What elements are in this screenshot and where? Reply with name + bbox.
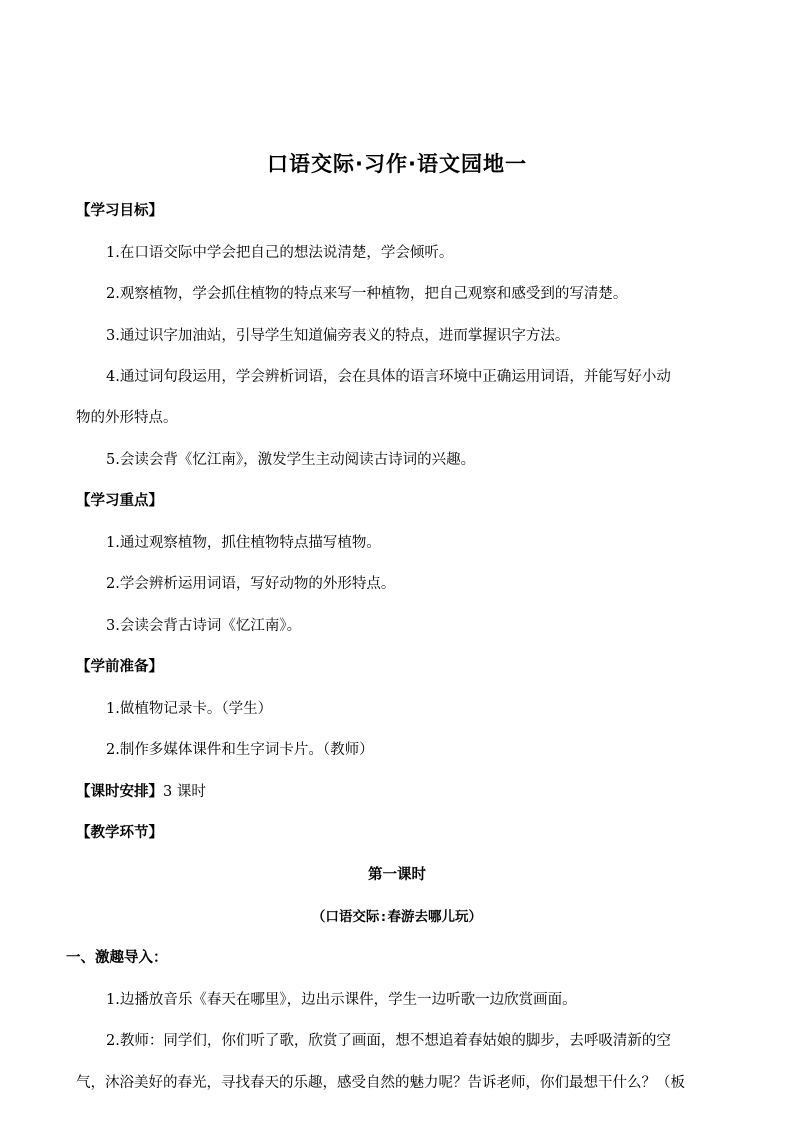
schedule-heading: 【课时安排】: [76, 784, 163, 800]
teaching-heading: 【教学环节】: [76, 825, 163, 841]
preparation-item-2: 2.制作多媒体课件和生字词卡片。（教师）: [106, 742, 374, 758]
lesson-subtitle: （口语交际:春游去哪儿玩）: [311, 909, 483, 925]
key-point-item-3: 3.会读会背古诗词《忆江南》。: [106, 618, 302, 634]
preparation-heading: 【学前准备】: [76, 659, 163, 675]
objective-item-4: 4.通过词句段运用，学会辨析词语，会在具体的语言环境中正确运用词语，并能写好小动: [106, 369, 671, 385]
objective-item-4-continued: 物的外形特点。: [76, 410, 178, 426]
preparation-item-1: 1.做植物记录卡。（学生）: [106, 701, 273, 717]
objectives-heading: 【学习目标】: [76, 203, 163, 219]
schedule-line: [76, 780, 206, 801]
section-item-2: 2.教师：同学们，你们听了歌，欣赏了画面，想不想追着春姑娘的脚步，去呼吸清新的空: [106, 1033, 671, 1049]
section-item-1: 1.边播放音乐《春天在哪里》，边出示课件，学生一边听歌一边欣赏画面。: [106, 992, 577, 1008]
objective-item-2: 2.观察植物，学会抓住植物的特点来写一种植物，把自己观察和感受到的写清楚。: [106, 286, 628, 302]
key-point-item-1: 1.通过观察植物，抓住植物特点描写植物。: [106, 535, 381, 551]
lesson-title: 第一课时: [368, 867, 426, 883]
objective-item-3: 3.通过识字加油站，引导学生知道偏旁表义的特点，进而掌握识字方法。: [106, 328, 570, 344]
objective-item-1: 1.在口语交际中学会把自己的想法说清楚，学会倾听。: [106, 245, 454, 261]
objective-item-5: 5.会读会背《忆江南》，激发学生主动阅读古诗词的兴趣。: [106, 452, 476, 468]
key-point-item-2: 2.学会辨析运用词语，写好动物的外形特点。: [106, 576, 396, 592]
section-heading: 一、激趣导入：: [66, 950, 168, 966]
schedule-value: 3 课时: [163, 784, 206, 800]
document-title: 口语交际·习作·语文园地一: [267, 152, 527, 176]
section-item-2-continued: 气，沐浴美好的春光，寻找春天的乐趣，感受自然的魅力呢？告诉老师，你们最想干什么？（板: [76, 1075, 685, 1091]
key-points-heading: 【学习重点】: [76, 493, 163, 509]
